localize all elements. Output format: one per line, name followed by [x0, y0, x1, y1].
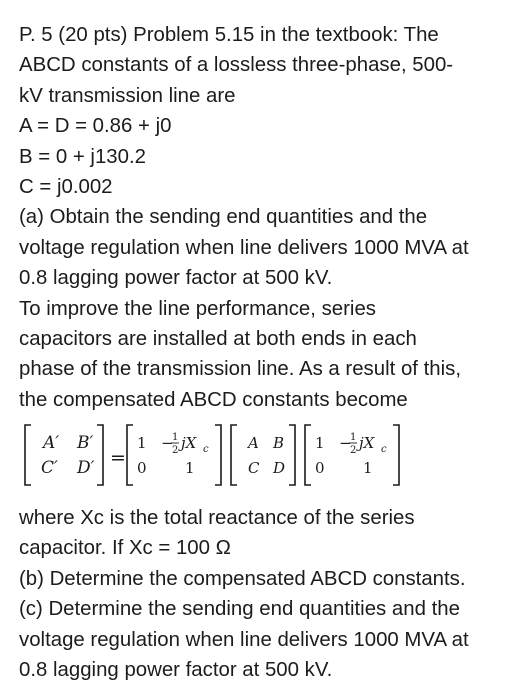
text-line: phase of the transmission line. As a result of this, [19, 358, 462, 381]
left-bracket [25, 425, 31, 485]
text-line: ABCD constants of a lossless three-phase, 500- [19, 54, 454, 77]
minus-sign: − [161, 434, 174, 453]
part-b-text: (b) Determine the compensated ABCD constants. [19, 567, 466, 590]
problem-text [19, 20, 511, 685]
matrix-equation [19, 415, 509, 503]
right-bracket [393, 425, 399, 485]
text-line: 0.8 lagging power factor at 500 kV. [19, 659, 333, 682]
left-bracket [231, 425, 237, 485]
matrix-entry-a: A [248, 434, 259, 453]
abcd-constant-a-d: A = D = 0.86 + j0 [19, 115, 172, 138]
matrix-entry-zero: 0 [315, 459, 325, 478]
left-bracket [305, 425, 311, 485]
matrix-entry-b: B [273, 434, 285, 453]
part-a-text: (a) Obtain the sending end quantities and the [19, 206, 428, 229]
matrix-entry-one: 1 [315, 434, 325, 453]
matrix-entry-one: 1 [363, 459, 373, 478]
matrix-entry-d: D [273, 459, 286, 478]
fraction-denominator: 2 [172, 445, 179, 457]
text-line: To improve the line performance, series [19, 297, 376, 320]
reactance-subscript: c [381, 444, 387, 456]
fraction-denominator: 2 [350, 445, 357, 457]
text-line: P. 5 (20 pts) Problem 5.15 in the textbook: The [19, 24, 439, 46]
left-bracket [127, 425, 133, 485]
matrix-entry-c-prime: C′ [41, 458, 58, 479]
text-line: where Xc is the total reactance of the series [19, 507, 415, 530]
right-bracket [97, 425, 103, 485]
reactance-symbol: jX [181, 434, 197, 453]
right-bracket [215, 425, 221, 485]
text-line: the compensated ABCD constants become [19, 388, 408, 411]
equals-sign: = [110, 447, 126, 470]
minus-sign: − [339, 434, 352, 453]
text-line: voltage regulation when line delivers 1000 MVA at [19, 236, 469, 259]
matrix-entry-b-prime: B′ [77, 433, 94, 454]
matrix-entry-zero: 0 [137, 459, 147, 478]
matrix-entry-one: 1 [137, 434, 147, 453]
matrix-entry-a-prime: A′ [43, 433, 60, 454]
text-line: 0.8 lagging power factor at 500 kV. [19, 267, 333, 290]
text-line: kV transmission line are [19, 84, 236, 107]
right-bracket [289, 425, 295, 485]
reactance-symbol: jX [359, 434, 375, 453]
matrix-entry-c: C [248, 459, 260, 478]
fraction-numerator: 1 [350, 432, 357, 444]
abcd-constant-b: B = 0 + j130.2 [19, 145, 146, 168]
text-line: voltage regulation when line delivers 1000 MVA at [19, 628, 469, 651]
text-line: capacitor. If Xc = 100 Ω [19, 537, 231, 560]
part-c-text: (c) Determine the sending end quantities and the [19, 598, 460, 621]
matrix-entry-one: 1 [185, 459, 195, 478]
matrix-entry-d-prime: D′ [77, 458, 95, 479]
text-line: capacitors are installed at both ends in each [19, 327, 417, 350]
fraction-numerator: 1 [172, 432, 179, 444]
reactance-subscript: c [203, 444, 209, 456]
compensated-abcd-equation [19, 415, 511, 503]
abcd-constant-c: C = j0.002 [19, 175, 113, 198]
